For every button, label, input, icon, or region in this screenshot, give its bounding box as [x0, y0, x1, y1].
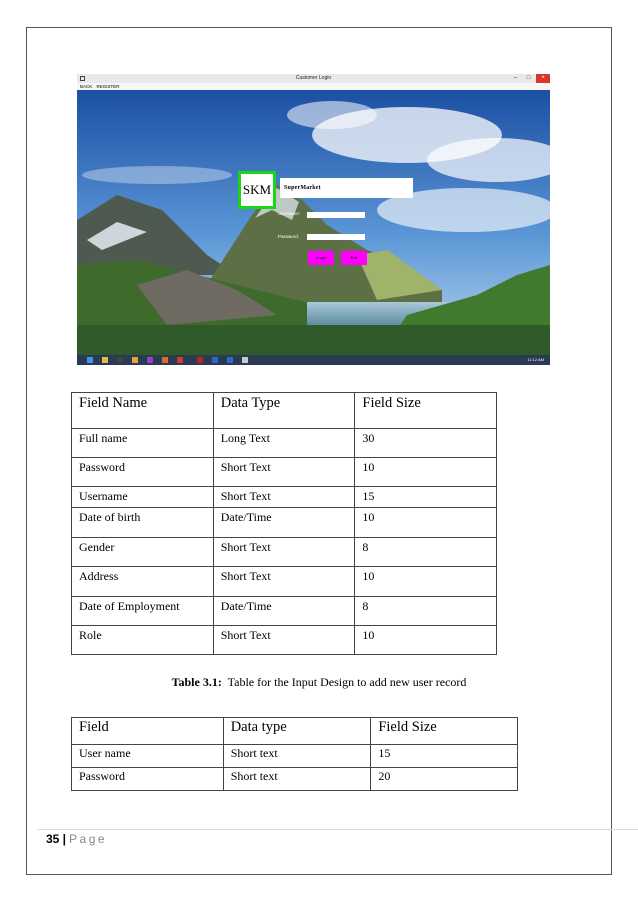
menu-back[interactable]: BACK — [80, 84, 93, 89]
menu-bar — [77, 83, 550, 90]
table-cell: Address — [72, 567, 214, 597]
table-cell: 10 — [355, 567, 497, 597]
table-cell: Short Text — [213, 538, 355, 567]
table-row — [72, 487, 497, 508]
header-cell: Field Name — [72, 393, 214, 429]
start-icon[interactable] — [87, 357, 93, 363]
login-fields-table — [71, 717, 518, 791]
table-cell: User name — [72, 745, 224, 768]
browser-icon[interactable] — [162, 357, 168, 363]
login-screenshot — [77, 74, 550, 365]
table-header-row — [72, 718, 518, 745]
table-cell: 15 — [371, 745, 518, 768]
table-cell: Gender — [72, 538, 214, 567]
skm-logo — [238, 171, 276, 209]
login-button[interactable]: Login — [308, 251, 334, 265]
header-cell: Data type — [223, 718, 371, 745]
word-icon[interactable] — [212, 357, 218, 363]
menu-register[interactable]: REGISTER — [96, 84, 120, 89]
table-cell: Full name — [72, 429, 214, 458]
table-row — [72, 745, 518, 768]
exit-button[interactable]: Exit — [341, 251, 367, 265]
app-icon[interactable] — [242, 357, 248, 363]
table-cell: 10 — [355, 626, 497, 655]
mountain-lake-background — [77, 90, 550, 355]
table-cell: 10 — [355, 458, 497, 487]
table-cell: 8 — [355, 597, 497, 626]
app-icon[interactable] — [132, 357, 138, 363]
header-cell: Field Size — [371, 718, 518, 745]
header-cell: Field Size — [355, 393, 497, 429]
table-header-row — [72, 393, 497, 429]
page-number: 35 | — [46, 832, 67, 846]
table-cell: Date/Time — [213, 508, 355, 538]
page-word: Page — [69, 832, 108, 846]
table-row — [72, 768, 518, 791]
table-cell: 30 — [355, 429, 497, 458]
user-record-table — [71, 392, 497, 655]
table-cell: Role — [72, 626, 214, 655]
table-cell: Date of Employment — [72, 597, 214, 626]
password-label: Password: — [278, 234, 300, 239]
page-footer — [46, 832, 107, 846]
footer-divider — [37, 829, 638, 830]
folder-icon[interactable] — [102, 357, 108, 363]
table-cell: 10 — [355, 508, 497, 538]
header-cell: Field — [72, 718, 224, 745]
username-label: Username: — [278, 211, 301, 216]
table-cell: Date/Time — [213, 597, 355, 626]
app-icon[interactable] — [197, 357, 203, 363]
app-icon[interactable] — [147, 357, 153, 363]
table-cell: Long Text — [213, 429, 355, 458]
maximize-button[interactable]: □ — [526, 75, 531, 81]
caption-label: Table 3.1: — [171, 675, 222, 689]
username-input[interactable] — [307, 212, 365, 218]
table-cell: Password — [72, 458, 214, 487]
table-cell: Short text — [223, 768, 371, 791]
table-caption — [0, 675, 638, 690]
table-cell: Short Text — [213, 567, 355, 597]
window-titlebar — [77, 74, 550, 83]
table-row — [72, 458, 497, 487]
table-cell: Password — [72, 768, 224, 791]
caption-text: Table for the Input Design to add new user record — [227, 675, 467, 689]
app-icon[interactable] — [177, 357, 183, 363]
logo-text: SKM — [241, 174, 273, 206]
header-cell: Data Type — [213, 393, 355, 429]
taskbar — [77, 355, 550, 365]
app-icon[interactable] — [227, 357, 233, 363]
table-cell: 8 — [355, 538, 497, 567]
table-cell: 15 — [355, 487, 497, 508]
table-cell: Short Text — [213, 626, 355, 655]
table-row — [72, 429, 497, 458]
table-cell: Username — [72, 487, 214, 508]
table-row — [72, 567, 497, 597]
table-cell: 20 — [371, 768, 518, 791]
table-cell: Short text — [223, 745, 371, 768]
table-cell: Short Text — [213, 458, 355, 487]
table-row — [72, 597, 497, 626]
password-input[interactable] — [307, 234, 365, 240]
table-cell: Date of birth — [72, 508, 214, 538]
table-row — [72, 508, 497, 538]
taskbar-clock: 11:12 AM — [527, 357, 544, 362]
minimize-button[interactable]: – — [513, 75, 518, 81]
close-button[interactable]: × — [536, 74, 550, 83]
table-row — [72, 626, 497, 655]
table-row — [72, 538, 497, 567]
window-title: Customer Login — [295, 75, 332, 81]
app-icon[interactable] — [117, 357, 123, 363]
brand-banner: SuperMarket — [280, 178, 413, 198]
table-cell: Short Text — [213, 487, 355, 508]
